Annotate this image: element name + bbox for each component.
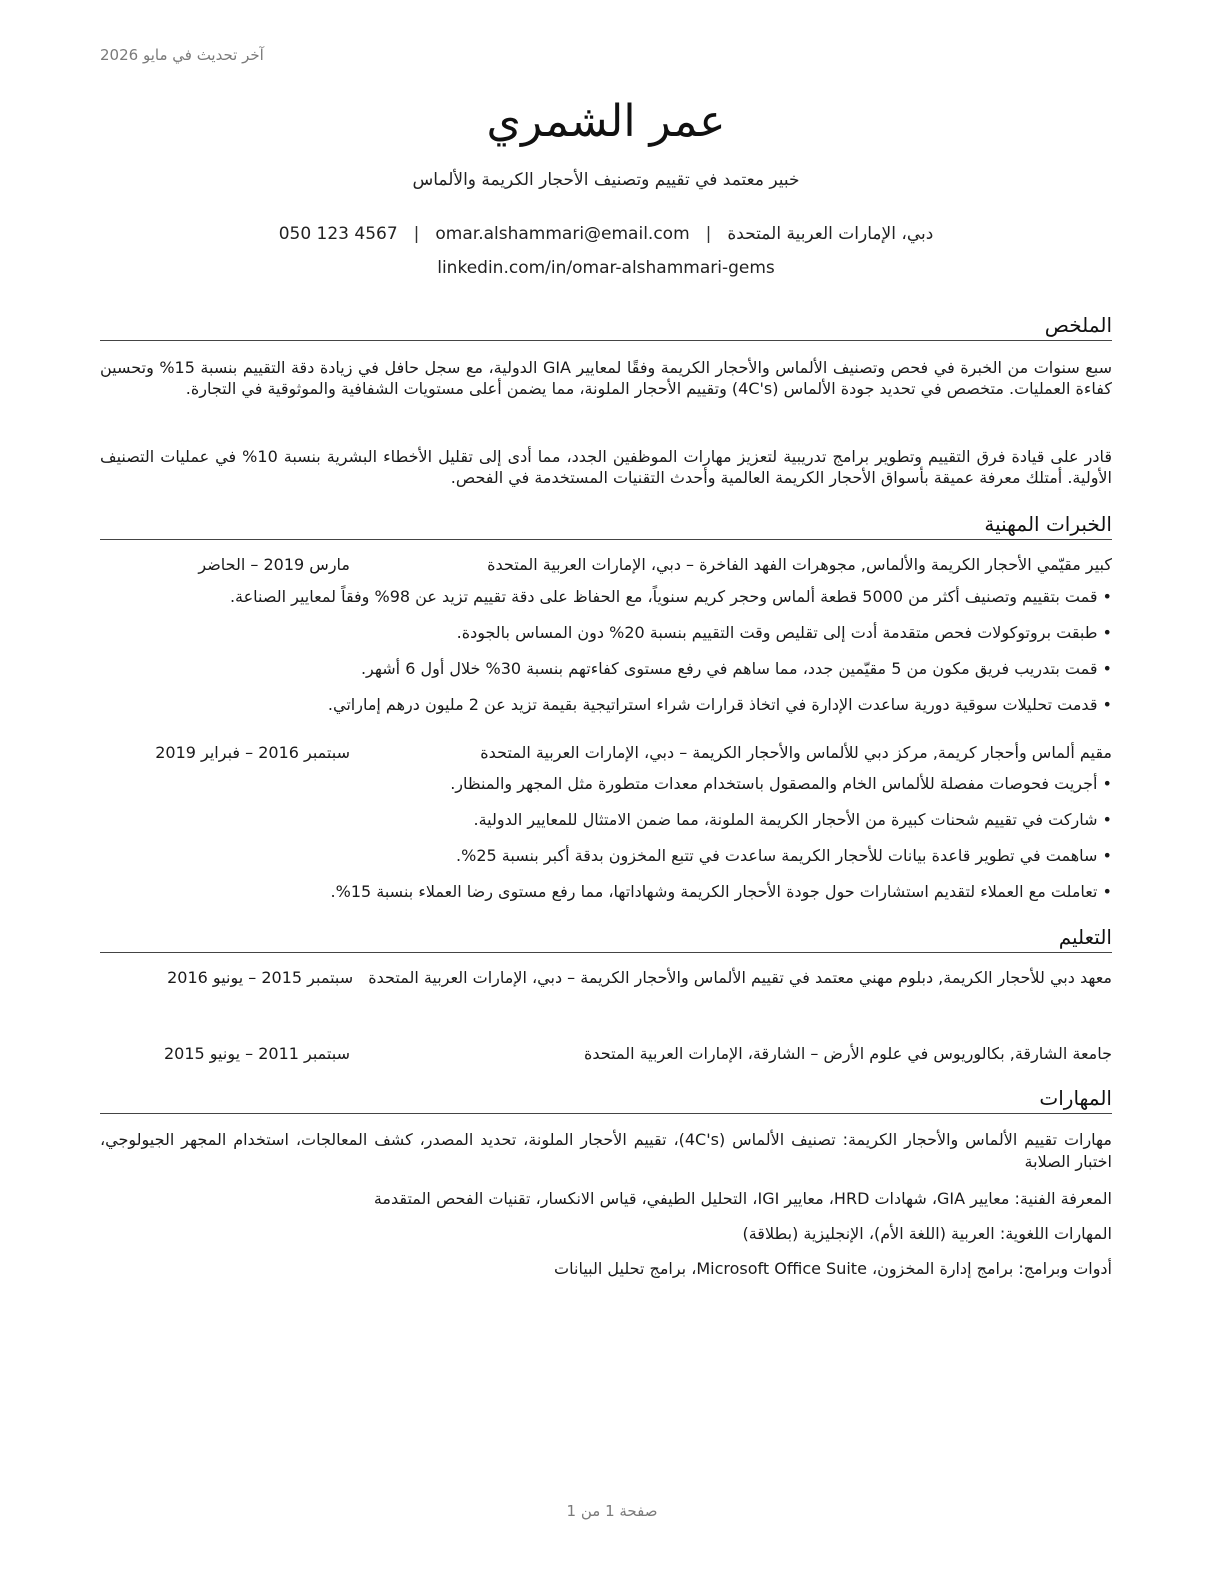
list-item: • قدمت تحليلات سوقية دورية ساعدت الإدارة في اتخاذ قرارات شراء استراتيجية بقيمة تزيد عن 2 مليون درهم إماراتي. <box>90 694 1112 730</box>
education-dates: سبتمبر 2011 – يونيو 2015 <box>163 1044 350 1063</box>
education-entry <box>100 967 1112 989</box>
contact-separator: | <box>413 224 420 244</box>
section-heading-summary: الملخص <box>100 312 1112 341</box>
contact-separator: | <box>705 224 712 244</box>
list-item: • قمت بتدريب فريق مكون من 5 مقيّمين جدد، مما ساهم في رفع مستوى كفاءتهم بنسبة 30% خلال أول 6 أشهر. <box>90 658 1112 694</box>
candidate-title: خبير معتمد في تقييم وتصنيف الأحجار الكريمة والألماس <box>412 170 800 190</box>
section-heading-experience: الخبرات المهنية <box>100 511 1112 540</box>
job-role: مقيم ألماس وأحجار كريمة, مركز دبي للألماس والأحجار الكريمة – دبي، الإمارات العربية المتحدة <box>480 743 1112 762</box>
education-dates: سبتمبر 2015 – يونيو 2016 <box>167 968 354 987</box>
job-bullets <box>90 773 1112 917</box>
list-item: • شاركت في تقييم شحنات كبيرة من الأحجار الكريمة الملونة، مما ضمن الامتثال للمعايير الدولية. <box>90 809 1112 845</box>
last-updated: آخر تحديث في مايو 2026 <box>100 46 264 64</box>
contact-location: دبي، الإمارات العربية المتحدة <box>727 224 934 244</box>
list-item: • طبقت بروتوكولات فحص متقدمة أدت إلى تقليص وقت التقييم بنسبة 20% دون المساس بالجودة. <box>90 622 1112 658</box>
job-dates: مارس 2019 – الحاضر <box>198 555 350 574</box>
summary-paragraph: سبع سنوات من الخبرة في فحص وتصنيف الألماس والأحجار الكريمة وفقًا لمعايير GIA الدولية، مع سجل حافل في زيادة دقة التقييم بنسبة 15% وتحسين كفاءة العمليات. متخصص في تحديد جودة الألماس (4C's) وتقييم الأحجار الملونة، مما يضمن أعلى مستويات الشفافية والموثوقية في التجارة. <box>100 358 1113 398</box>
resume-page <box>100 0 1112 1584</box>
job-role: كبير مقيّمي الأحجار الكريمة والألماس, مجوهرات الفهد الفاخرة – دبي، الإمارات العربية المتحدة <box>487 555 1112 574</box>
skill-line: مهارات تقييم الألماس والأحجار الكريمة: تصنيف الألماس (4C's)، تقييم الأحجار الملونة، تحديد المصدر، كشف المعالجات، استخدام المجهر الجيولوجي، اختبار الصلابة <box>100 1130 1112 1171</box>
list-item: • قمت بتقييم وتصنيف أكثر من 5000 قطعة ألماس وحجر كريم سنوياً، مع الحفاظ على دقة تقييم تزيد عن 98% وفقاً لمعايير الصناعة. <box>90 586 1112 622</box>
contact-linkedin[interactable]: linkedin.com/in/omar-alshammari-gems <box>437 258 775 278</box>
skill-line: أدوات وبرامج: برامج إدارة المخزون، Microsoft Office Suite، برامج تحليل البيانات <box>554 1259 1112 1278</box>
section-heading-skills: المهارات <box>100 1085 1112 1114</box>
candidate-name: عمر الشمري <box>486 96 726 147</box>
list-item: • تعاملت مع العملاء لتقديم استشارات حول جودة الأحجار الكريمة وشهاداتها، مما رفع مستوى رضا العملاء بنسبة 15%. <box>90 881 1112 917</box>
summary-paragraph: قادر على قيادة فرق التقييم وتطوير برامج تدريبية لتعزيز مهارات الموظفين الجدد، مما أدى إلى تقليل الأخطاء البشرية بنسبة 10% في عمليات التصنيف الأولية. أمتلك معرفة عميقة بأسواق الأحجار الكريمة العالمية وأحدث التقنيات المستخدمة في الفحص. <box>100 447 1113 487</box>
section-heading-education: التعليم <box>100 924 1112 953</box>
list-item: • ساهمت في تطوير قاعدة بيانات للأحجار الكريمة ساعدت في تتبع المخزون بدقة أكبر بنسبة 25%. <box>90 845 1112 881</box>
job-dates: سبتمبر 2016 – فبراير 2019 <box>155 743 350 762</box>
education-text: معهد دبي للأحجار الكريمة, دبلوم مهني معتمد في تقييم الألماس والأحجار الكريمة – دبي، الإمارات العربية المتحدة <box>368 968 1112 987</box>
contact-email[interactable]: omar.alshammari@email.com <box>435 224 690 244</box>
education-text: جامعة الشارقة, بكالوريوس في علوم الأرض – الشارقة، الإمارات العربية المتحدة <box>584 1044 1112 1063</box>
contact-line <box>100 224 1112 244</box>
contact-phone[interactable]: 050 123 4567 <box>278 224 398 244</box>
job-bullets <box>90 586 1112 730</box>
skill-line: المهارات اللغوية: العربية (اللغة الأم)، الإنجليزية (بطلاقة) <box>742 1224 1112 1243</box>
list-item: • أجريت فحوصات مفصلة للألماس الخام والمصقول باستخدام معدات متطورة مثل المجهر والمنظار. <box>90 773 1112 809</box>
page-number: صفحة 1 من 1 <box>566 1502 658 1520</box>
skill-line: المعرفة الفنية: معايير GIA، شهادات HRD، معايير IGI، التحليل الطيفي، قياس الانكسار، تقنيات الفحص المتقدمة <box>373 1189 1112 1208</box>
